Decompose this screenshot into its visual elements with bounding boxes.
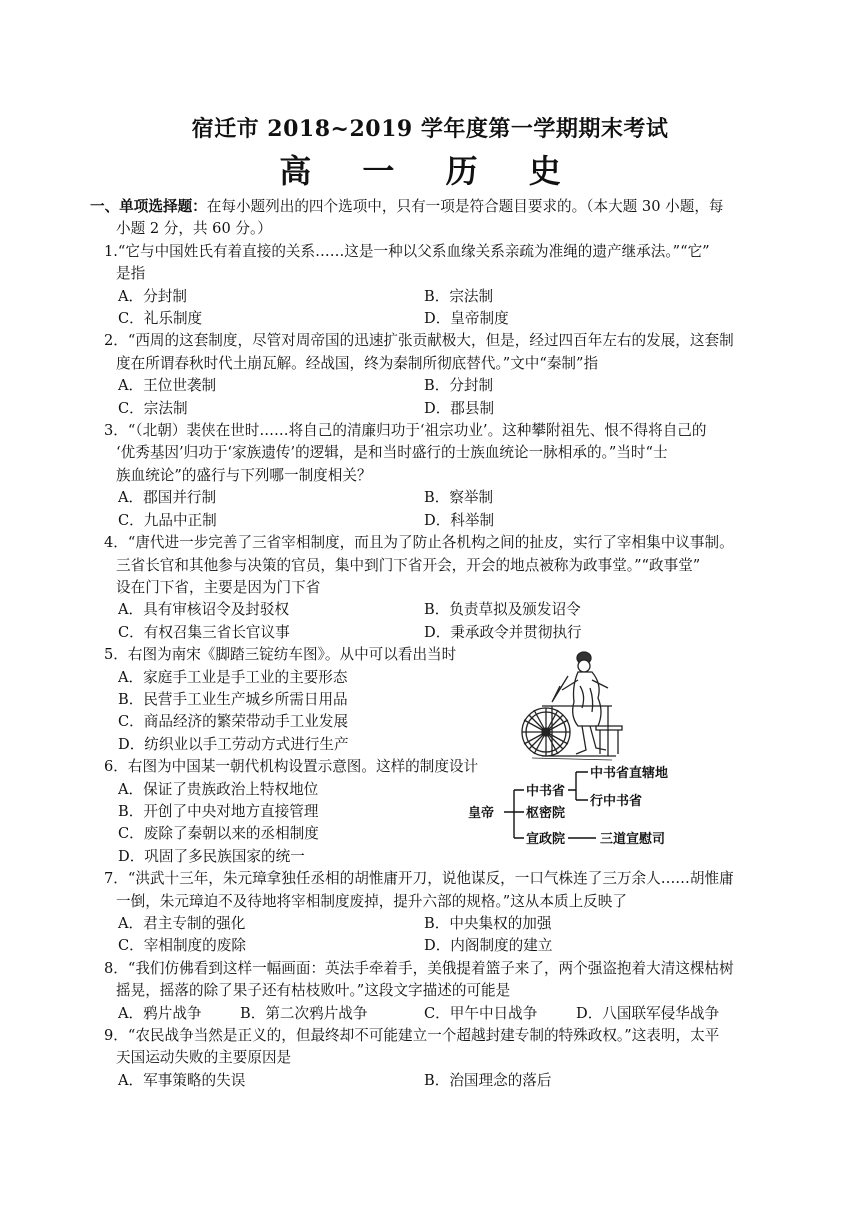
options	[104, 1070, 760, 1092]
option-b[interactable]: B．中央集权的加强	[424, 915, 552, 932]
diagram-node-zhongshu-direct: 中书省直辖地	[590, 766, 669, 782]
question-stem-line: 6．右图为中国某一朝代机构设置示意图。这样的制度设计	[104, 758, 479, 776]
option-c[interactable]: C．礼乐制度	[118, 310, 203, 328]
question-7	[104, 868, 760, 958]
option-c[interactable]: C．宗法制	[118, 399, 188, 417]
option-a[interactable]: A．保证了贵族政治上特权地位	[118, 780, 319, 798]
question-6	[104, 756, 760, 868]
options	[104, 487, 760, 532]
option-b[interactable]: B．分封制	[424, 377, 494, 395]
question-stem-line: 族血统论”的盛行与下列哪一制度相关？	[116, 466, 372, 484]
question-8	[104, 958, 760, 1025]
exam-title: 宿迁市 2018~2019 学年度第一学期期末考试	[191, 116, 669, 142]
institution-diagram	[468, 756, 708, 852]
question-stem-line: 4．“唐代进一步完善了三省宰相制度，而且为了防止各机构之间的扯皮，实行了宰相集中议事制。	[104, 534, 734, 552]
question-4	[104, 532, 760, 644]
option-d[interactable]: D．纺织业以手工劳动方式进行生产	[118, 735, 349, 753]
question-stem-line: 天国运动失败的主要原因是	[116, 1049, 292, 1067]
question-stem-line: 7．“洪武十三年，朱元璋拿独任丞相的胡惟庸开刀，说他谋反，一口气株连了三万余人……胡惟庸	[104, 870, 734, 888]
option-b[interactable]: B．负责草拟及颁发诏令	[424, 601, 581, 619]
options	[104, 375, 760, 420]
section-instruction-2: 小题 2 分，共 60 分。）	[116, 220, 272, 238]
diagram-node-xuanweisi: 三道宣慰司	[600, 832, 666, 848]
diagram-node-zhongshu: 中书省	[526, 784, 566, 800]
option-a[interactable]: A．军事策略的失误	[118, 1071, 246, 1089]
option-c[interactable]: C．九品中正制	[118, 511, 217, 529]
options	[104, 286, 760, 331]
option-b[interactable]: B．宗法制	[424, 287, 494, 305]
question-1	[104, 241, 760, 331]
section-instruction-1: 在每小题列出的四个选项中，只有一项是符合题目要求的。（本大题 30 小题，每	[206, 198, 724, 215]
option-d[interactable]: D．皇帝制度	[424, 310, 509, 328]
diagram-connector	[568, 772, 588, 800]
options	[104, 913, 760, 958]
option-b[interactable]: B．民营手工业生产城乡所需日用品	[118, 690, 348, 708]
question-stem-line: 9．“农民战争当然是正义的，但最终却不可能建立一个超越封建专制的特殊政权。”这表明，太平	[104, 1027, 720, 1045]
option-b[interactable]: B．察举制	[424, 489, 494, 507]
option-d[interactable]: D．科举制	[424, 511, 495, 529]
option-a[interactable]: A．鸦片战争	[118, 1004, 202, 1022]
question-stem-line: 度在所谓春秋时代土崩瓦解。经战国，终为秦制所彻底替代。”文中“秦制”指	[116, 354, 599, 372]
option-a[interactable]: A．具有审核诏令及封驳权	[118, 601, 290, 619]
question-2	[104, 330, 760, 420]
option-a[interactable]: A．王位世袭制	[118, 377, 217, 395]
question-9	[104, 1025, 760, 1092]
question-stem-line: 1.“它与中国姓氏有着直接的关系……这是一种以父系血缘关系亲疏为准绳的遗产继承法。”“它”	[104, 242, 710, 260]
option-a[interactable]: A．君主专制的强化	[118, 915, 246, 932]
question-stem-line: 摇晃，摇落的除了果子还有枯枝败叶。”这段文字描述的可能是	[116, 982, 511, 1000]
options	[104, 599, 760, 644]
option-a[interactable]: A．郡国并行制	[118, 489, 217, 507]
option-d[interactable]: D．秉承政令并贯彻执行	[424, 623, 582, 641]
option-d[interactable]: D．内阁制度的建立	[424, 937, 553, 955]
question-stem-line: 一倒，朱元璋迫不及待地将宰相制度废掉，提升六部的规格。”这从本质上反映了	[116, 892, 627, 910]
diagram-node-emperor: 皇帝	[468, 806, 495, 822]
option-d[interactable]: D．八国联军侵华战争	[576, 1004, 720, 1022]
question-stem-line: 三省长官和其他参与决策的官员，集中到门下省开会，开会的地点被称为政事堂。”“政事堂”	[116, 556, 701, 574]
option-c[interactable]: C．废除了秦朝以来的丞相制度	[118, 825, 319, 843]
options	[104, 1003, 760, 1025]
option-c[interactable]: C．商品经济的繁荣带动手工业发展	[118, 713, 349, 731]
option-a[interactable]: A．家庭手工业是手工业的主要形态	[118, 668, 348, 686]
option-d[interactable]: D．郡县制	[424, 399, 495, 417]
option-a[interactable]: A．分封制	[118, 287, 187, 305]
question-stem-line: 2．“西周的这套制度，尽管对周帝国的迅速扩张贡献极大，但是，经过四百年左右的发展，这套制	[104, 332, 734, 350]
option-b[interactable]: B．开创了中央对地方直接管理	[118, 802, 319, 820]
option-c[interactable]: C．有权召集三省长官议事	[118, 623, 290, 641]
option-d[interactable]: D．巩固了多民族国家的统一	[118, 847, 305, 865]
option-c[interactable]: C．宰相制度的废除	[118, 937, 246, 955]
question-5	[104, 644, 760, 756]
diagram-node-xing-zhongshu: 行中书省	[590, 794, 643, 810]
diagram-node-shumi: 枢密院	[526, 806, 566, 822]
diagram-connector	[504, 790, 524, 838]
question-stem-line: 5．右图为南宋《脚踏三锭纺车图》。从中可以看出当时	[104, 646, 457, 664]
question-stem-line: 8．“我们仿佛看到这样一幅画面：英法手牵着手，美俄提着篮子来了，两个强盗抱着大清这棵枯树	[104, 959, 734, 977]
option-c[interactable]: C．甲午中日战争	[424, 1004, 538, 1022]
question-stem-line: 3．“（北朝）裴侠在世时……将自己的清廉归功于‘祖宗功业’。这种攀附祖先、恨不得将自己的	[104, 422, 707, 440]
option-b[interactable]: B．第二次鸦片战争	[240, 1004, 368, 1022]
question-content	[90, 196, 760, 1092]
diagram-node-xuanzheng: 宣政院	[526, 832, 566, 848]
question-stem-line: 是指	[116, 265, 146, 283]
question-stem-line: 设在门下省，主要是因为门下省	[116, 578, 321, 596]
question-stem-line: ‘优秀基因’归功于‘家族遗传’的逻辑，是和当时盛行的士族血统论一脉相承的。”当时“士	[116, 444, 668, 462]
section-label: 一、单项选择题：	[90, 198, 207, 215]
question-3	[104, 420, 760, 532]
option-b[interactable]: B．治国理念的落后	[424, 1071, 552, 1089]
section-heading	[90, 196, 760, 218]
subject-title: 高 一 历 史	[279, 152, 581, 190]
